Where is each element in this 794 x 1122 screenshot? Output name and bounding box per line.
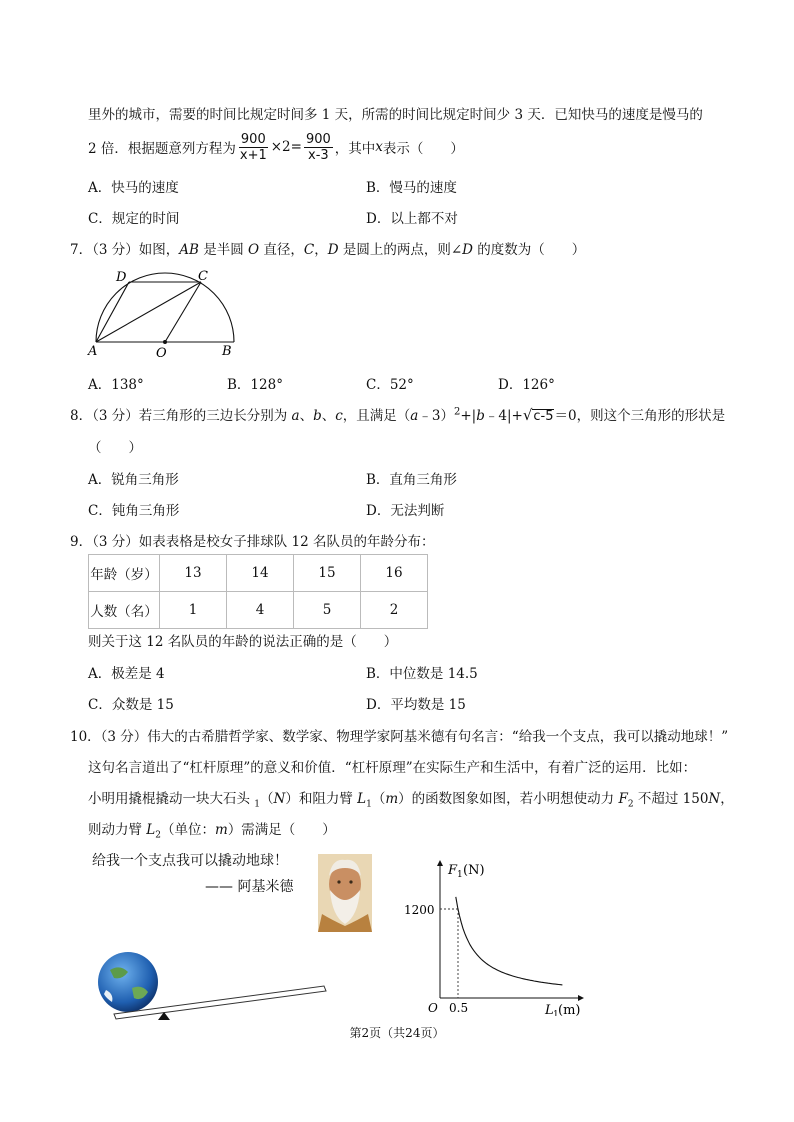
q8-paren: （ ） [88, 440, 142, 456]
table-cell: 14 [227, 555, 294, 592]
q10-line1: 10．（3 分）伟大的古希腊哲学家、数学家、物理学家阿基米德有句名言：“给我一个支点，我可以撬动地球！” [70, 729, 729, 745]
q6-fraction-2: $\frac{900}{x-3}$ [305, 131, 331, 163]
q8-stem: 8．（3 分）若三角形的三边长分别为 a、b、c，且满足（a﹣3）$^2$+|b﹣4|+√c-5＝0，则这个三角形的形状是 [70, 406, 726, 424]
table-cell: 16 [361, 555, 428, 592]
graph-x-label: L [545, 1003, 554, 1016]
q7-label-a: A [88, 344, 98, 359]
q8-sqrt: c-5 [533, 409, 554, 424]
earth-icon [98, 952, 158, 1012]
q9-stem: 9．（3 分）如表表格是校女子排球队 12 名队员的年龄分布： [70, 534, 435, 550]
q7-option-d[interactable]: D．126° [498, 377, 555, 393]
q6-option-d[interactable]: D．以上都不对 [366, 211, 458, 227]
q7-option-b[interactable]: B．128° [227, 377, 283, 393]
q6-times: ×2= [270, 139, 302, 155]
q9-option-d[interactable]: D．平均数是 15 [366, 697, 466, 713]
table-cell: 13 [160, 555, 227, 592]
graph-y-sub: 1 [457, 870, 463, 880]
q7-stem: 7．（3 分）如图，AB 是半圆 O 直径，C，D 是圆上的两点，则∠D 的度数为（ ） [70, 242, 586, 258]
graph-x-sub: 1 [553, 1010, 559, 1016]
q10-line4: 则动力臂 $L_2$（单位：m）需满足（ ） [88, 822, 336, 841]
table-cell: 2 [361, 592, 428, 629]
q7-chord-ac [96, 282, 201, 342]
q8-option-c[interactable]: C．钝角三角形 [88, 503, 180, 519]
table-cell: 4 [227, 592, 294, 629]
q7-radius-oc [165, 282, 201, 342]
q7-label-d: D [116, 270, 127, 285]
q7-option-a[interactable]: A．138° [88, 377, 144, 393]
q6-line2-pre: 2 倍．根据题意列方程为 [88, 141, 236, 157]
q8-option-b[interactable]: B．直角三角形 [366, 472, 457, 488]
graph-origin-label: O [428, 1001, 438, 1015]
lever-earth-figure [92, 950, 332, 1030]
q9-followup: 则关于这 12 名队员的年龄的说法正确的是（ ） [88, 634, 398, 650]
q6-option-a[interactable]: A．快马的速度 [88, 180, 179, 196]
table-cell: 人数（名） [89, 592, 160, 629]
q9-option-b[interactable]: B．中位数是 14.5 [366, 666, 478, 682]
q6-option-c[interactable]: C．规定的时间 [88, 211, 180, 227]
table-cell: 年龄（岁） [89, 555, 160, 592]
q9-option-a[interactable]: A．极差是 4 [88, 666, 165, 682]
q7-label-c: C [198, 269, 208, 284]
graph-y-label: F [448, 863, 458, 878]
q7-label-o: O [156, 346, 167, 360]
q6-fraction-1: $\frac{900}{x+1}$ [239, 131, 267, 163]
q6-line1: 里外的城市，需要的时间比规定时间多 1 天，所需的时间比规定时间少 3 天．已知快马的速度是慢马的 [88, 107, 703, 123]
q10-function-graph [400, 856, 590, 1016]
q9-age-table [88, 554, 428, 629]
q9-option-c[interactable]: C．众数是 15 [88, 697, 174, 713]
table-row [89, 555, 428, 592]
q10-quote-author: —— 阿基米德 [205, 879, 294, 895]
graph-y-tick: 1200 [404, 903, 435, 917]
q7-semicircle-figure [86, 268, 246, 360]
page-footer: 第2页（共24页） [349, 1026, 445, 1040]
q7-option-c[interactable]: C．52° [366, 377, 414, 393]
q10-line2: 这句名言道出了“杠杆原理”的意义和价值．“杠杆原理”在实际生产和生活中，有着广泛的运用．比如： [88, 760, 697, 776]
q8-option-a[interactable]: A．锐角三角形 [88, 472, 179, 488]
graph-curve [456, 897, 563, 985]
table-row [89, 592, 428, 629]
q7-center-point [163, 340, 167, 344]
table-cell: 15 [294, 555, 361, 592]
q10-line3: 小明用撬棍撬动一块大石头 $_1$（N）和阻力臂 $L_1(m)$的函数图象如图，若小明想使动力 $F_2$ 不超过 150N， [88, 791, 734, 810]
q6-option-b[interactable]: B．慢马的速度 [366, 180, 457, 196]
q8-option-d[interactable]: D．无法判断 [366, 503, 445, 519]
table-cell: 5 [294, 592, 361, 629]
q6-line2: 2 倍．根据题意列方程为 $\frac{900}{x+1}$ ×2= $\frac{900}{x-3}$ ，其中 x 表示（ ） [88, 131, 464, 163]
graph-x-unit: (m) [558, 1003, 581, 1016]
graph-y-unit: (N) [463, 863, 485, 878]
q7-label-b: B [222, 344, 232, 359]
table-cell: 1 [160, 592, 227, 629]
q10-quote: 给我一个支点我可以撬动地球！ [92, 853, 288, 869]
graph-x-tick: 0.5 [449, 1001, 469, 1015]
archimedes-portrait-icon [318, 854, 372, 932]
